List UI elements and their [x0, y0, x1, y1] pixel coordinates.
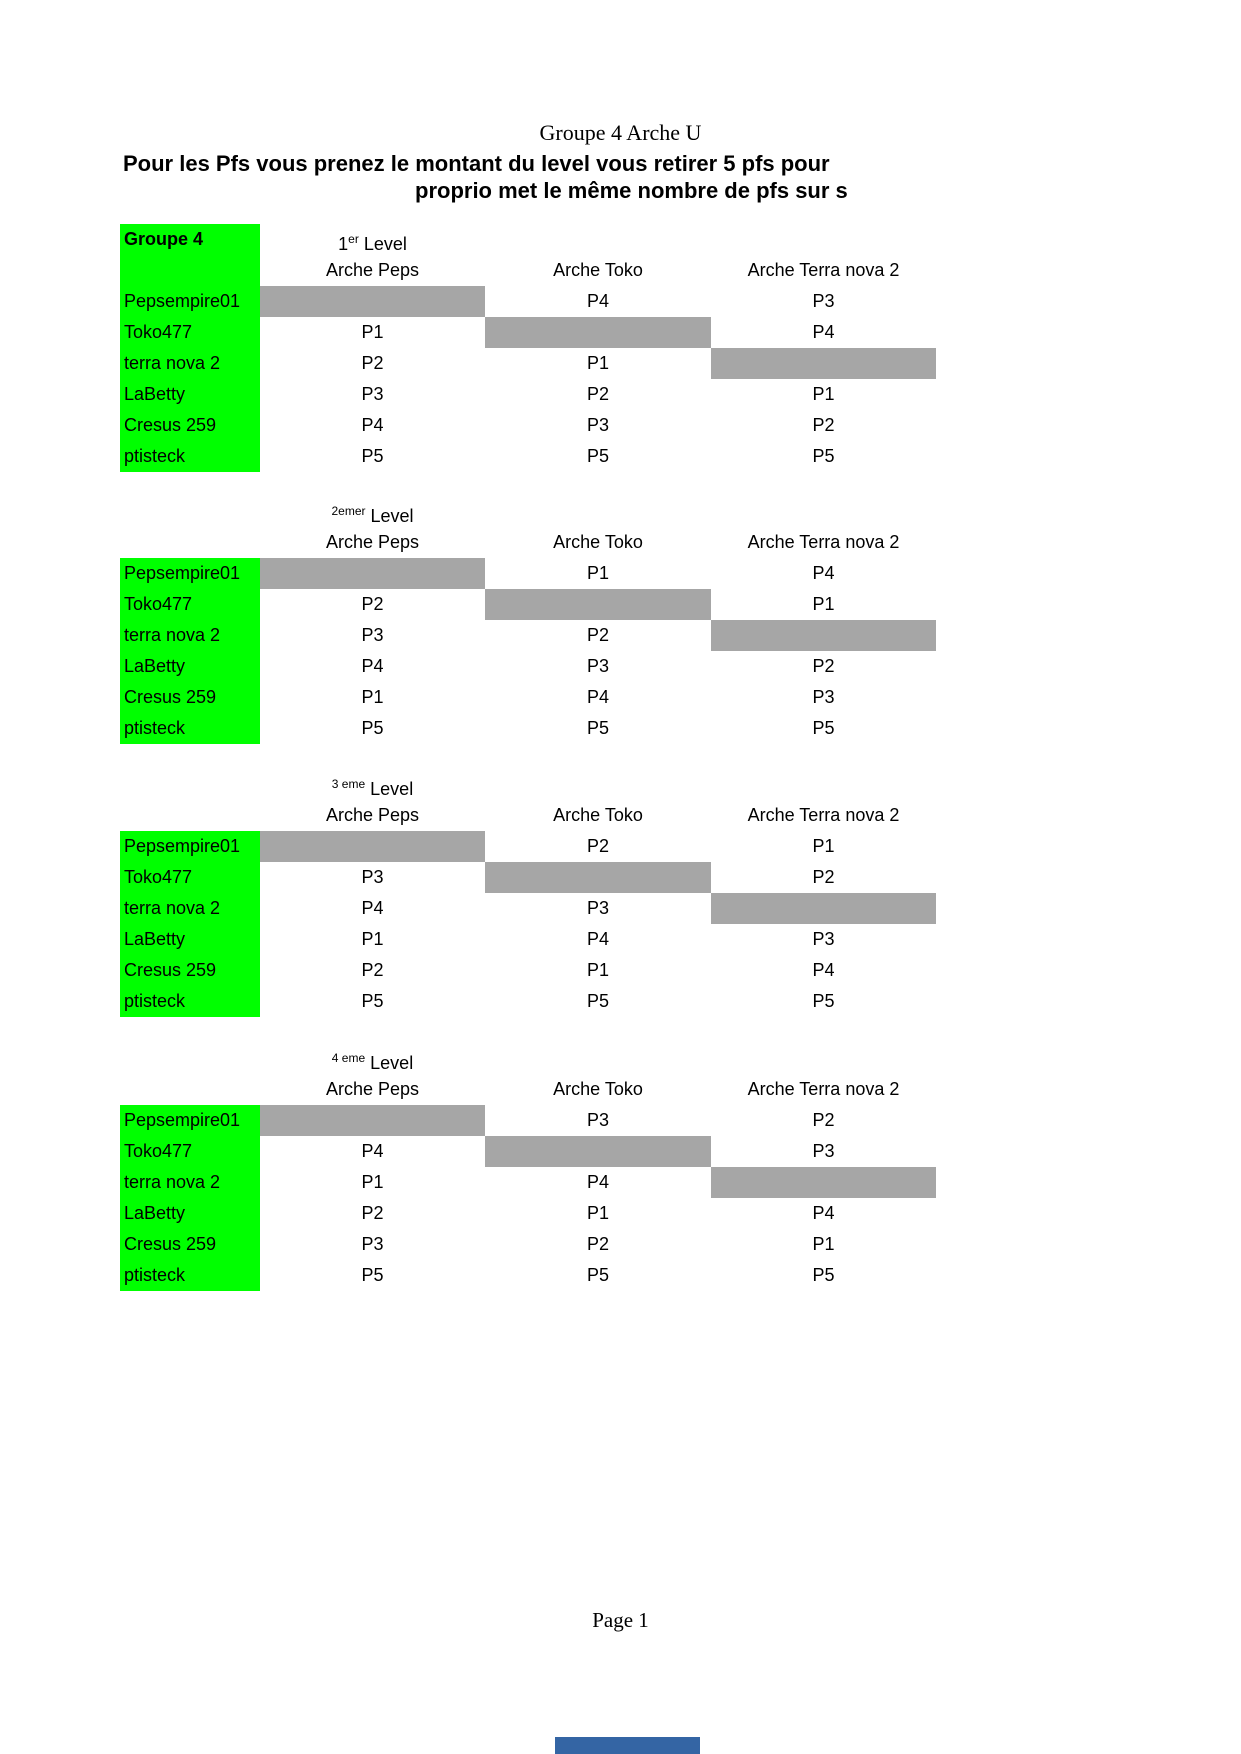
player-name-cell: LaBetty: [120, 1198, 260, 1229]
player-name-cell: Toko477: [120, 1136, 260, 1167]
table-row: [120, 317, 936, 348]
table-row: [120, 1136, 936, 1167]
table-row: [120, 286, 936, 317]
player-name-cell: Cresus 259: [120, 955, 260, 986]
level-table-4: [120, 1043, 936, 1291]
points-cell: P2: [361, 1203, 384, 1223]
points-cell: P1: [361, 322, 384, 342]
blocked-cell: [711, 620, 936, 651]
table-row: [120, 955, 936, 986]
table-row: [120, 1043, 936, 1074]
points-cell: P4: [586, 687, 610, 707]
points-cell: P5: [812, 1265, 835, 1285]
player-name-cell: Pepsempire01: [120, 558, 260, 589]
points-cell: P5: [586, 1265, 610, 1285]
column-header: Arche Toko: [553, 532, 643, 552]
points-cell: P1: [586, 960, 610, 980]
blocked-cell: [260, 558, 485, 589]
player-name-cell: Cresus 259: [120, 682, 260, 713]
points-cell: P5: [586, 718, 610, 738]
points-cell: P2: [812, 1110, 835, 1130]
column-header: Arche Peps: [325, 805, 420, 825]
table-row: [120, 589, 936, 620]
blocked-cell: [260, 1105, 485, 1136]
table-row: [120, 255, 936, 286]
points-cell: P1: [361, 687, 384, 707]
blocked-cell: [711, 893, 936, 924]
points-cell: P2: [586, 384, 610, 404]
points-cell: P3: [812, 291, 835, 311]
level-label: $^{2emer}$ Level: [331, 504, 414, 526]
points-cell: P2: [812, 415, 835, 435]
column-header: Arche Terra nova 2: [747, 260, 900, 280]
points-cell: P1: [586, 563, 610, 583]
table-row: [120, 620, 936, 651]
table-row: [120, 800, 936, 831]
table-row: [120, 348, 936, 379]
column-header: Arche Terra nova 2: [747, 805, 900, 825]
player-name-cell: Toko477: [120, 317, 260, 348]
player-name-cell: Pepsempire01: [120, 286, 260, 317]
player-name-cell: ptisteck: [120, 713, 260, 744]
table-row: [120, 527, 936, 558]
level-table-1: [120, 224, 936, 472]
table-row: [120, 769, 936, 800]
points-cell: P1: [586, 353, 610, 373]
points-cell: P2: [361, 594, 384, 614]
player-name-cell: Cresus 259: [120, 1229, 260, 1260]
table-row: [120, 1260, 936, 1291]
player-name-cell: ptisteck: [120, 986, 260, 1017]
points-cell: P3: [812, 687, 835, 707]
player-name-cell: Toko477: [120, 862, 260, 893]
table-row: [120, 986, 936, 1017]
table-row: [120, 862, 936, 893]
blocked-cell: [485, 1136, 711, 1167]
player-name-cell: ptisteck: [120, 441, 260, 472]
points-cell: P2: [586, 836, 610, 856]
points-cell: P1: [812, 384, 835, 404]
empty-name-cell: [120, 800, 260, 831]
table-row: [120, 1198, 936, 1229]
column-header: Arche Toko: [553, 805, 643, 825]
table-row: [120, 441, 936, 472]
table-row: [120, 224, 936, 255]
player-name-cell: Pepsempire01: [120, 1105, 260, 1136]
player-name-cell: terra nova 2: [120, 1167, 260, 1198]
level-ordinal-suffix: 2emer: [331, 504, 366, 518]
level-ordinal-suffix: er: [348, 232, 359, 246]
points-cell: P4: [361, 1141, 384, 1161]
empty-cell: [485, 1043, 711, 1074]
points-cell: P4: [586, 291, 610, 311]
column-header: Arche Toko: [553, 1079, 643, 1099]
points-cell: P3: [812, 1141, 835, 1161]
level-number: 1: [338, 234, 349, 254]
table-row: [120, 410, 936, 441]
player-name-cell: LaBetty: [120, 379, 260, 410]
points-cell: P3: [361, 384, 384, 404]
points-cell: P3: [361, 867, 384, 887]
points-cell: P2: [586, 625, 610, 645]
points-cell: P3: [586, 656, 610, 676]
points-cell: P3: [586, 898, 610, 918]
blocked-cell: [260, 831, 485, 862]
points-cell: P5: [361, 446, 384, 466]
level-table-3: [120, 769, 936, 1017]
table-row: [120, 924, 936, 955]
column-header: Arche Peps: [325, 1079, 420, 1099]
points-cell: P5: [812, 446, 835, 466]
points-cell: P1: [361, 929, 384, 949]
points-cell: P4: [812, 322, 835, 342]
points-cell: P3: [586, 415, 610, 435]
level-label: 1er Level: [338, 232, 407, 254]
empty-name-cell: [120, 1043, 260, 1074]
points-cell: P5: [812, 718, 835, 738]
table-row: [120, 1229, 936, 1260]
table-row: [120, 1167, 936, 1198]
empty-cell: [711, 496, 936, 527]
empty-cell: [711, 1043, 936, 1074]
column-header: Arche Terra nova 2: [747, 532, 900, 552]
table-row: [120, 713, 936, 744]
points-cell: P2: [812, 656, 835, 676]
points-cell: P3: [586, 1110, 610, 1130]
level-ordinal-suffix: 4 eme: [331, 1051, 366, 1065]
level-label: $^{4 eme}$ Level: [331, 1051, 414, 1073]
player-name-cell: ptisteck: [120, 1260, 260, 1291]
points-cell: P5: [361, 991, 384, 1011]
empty-name-cell: [120, 527, 260, 558]
table-row: [120, 558, 936, 589]
points-cell: P2: [361, 353, 384, 373]
player-name-cell: terra nova 2: [120, 620, 260, 651]
table-row: [120, 379, 936, 410]
points-cell: P4: [586, 1172, 610, 1192]
points-cell: P1: [812, 1234, 835, 1254]
bottom-blue-bar: [555, 1737, 700, 1754]
table-row: [120, 651, 936, 682]
column-header: Arche Toko: [553, 260, 643, 280]
table-row: [120, 496, 936, 527]
points-cell: P5: [361, 718, 384, 738]
blocked-cell: [485, 862, 711, 893]
points-cell: P1: [586, 1203, 610, 1223]
column-header: Arche Terra nova 2: [747, 1079, 900, 1099]
empty-cell: [485, 769, 711, 800]
points-cell: P1: [361, 1172, 384, 1192]
points-cell: P4: [361, 656, 384, 676]
points-cell: P4: [812, 960, 835, 980]
player-name-cell: terra nova 2: [120, 893, 260, 924]
level-table-2: [120, 496, 936, 744]
player-name-cell: LaBetty: [120, 924, 260, 955]
points-cell: P4: [361, 415, 384, 435]
points-cell: P2: [586, 1234, 610, 1254]
column-header: Arche Peps: [325, 260, 420, 280]
points-cell: P4: [361, 898, 384, 918]
level-label: $^{3 eme}$ Level: [331, 777, 414, 799]
table-row: [120, 893, 936, 924]
table-row: [120, 1074, 936, 1105]
empty-cell: [485, 496, 711, 527]
blocked-cell: [260, 286, 485, 317]
document-title: Groupe 4 Arche U: [539, 120, 702, 145]
empty-name-cell: [120, 496, 260, 527]
level-ordinal-suffix: 3 eme: [331, 777, 366, 791]
points-cell: P3: [812, 929, 835, 949]
points-cell: P1: [812, 836, 835, 856]
empty-name-cell: [120, 255, 260, 286]
points-cell: P4: [812, 563, 835, 583]
heading-line-2: proprio met le même nombre de pfs sur s: [415, 178, 848, 203]
points-cell: P4: [586, 929, 610, 949]
player-name-cell: LaBetty: [120, 651, 260, 682]
blocked-cell: [485, 589, 711, 620]
points-cell: P5: [586, 991, 610, 1011]
player-name-cell: Cresus 259: [120, 410, 260, 441]
empty-name-cell: [120, 1074, 260, 1105]
table-row: [120, 682, 936, 713]
points-cell: P3: [361, 625, 384, 645]
empty-cell: [485, 224, 711, 255]
points-cell: P5: [361, 1265, 384, 1285]
points-cell: P5: [586, 446, 610, 466]
empty-name-cell: [120, 769, 260, 800]
points-cell: P1: [812, 594, 835, 614]
player-name-cell: Toko477: [120, 589, 260, 620]
heading-note: [112, 150, 945, 208]
empty-cell: [711, 224, 936, 255]
blocked-cell: [485, 317, 711, 348]
player-name-cell: terra nova 2: [120, 348, 260, 379]
points-cell: P2: [812, 867, 835, 887]
blocked-cell: [711, 348, 936, 379]
blocked-cell: [711, 1167, 936, 1198]
points-cell: P4: [812, 1203, 835, 1223]
points-cell: P2: [361, 960, 384, 980]
column-header: Arche Peps: [325, 532, 420, 552]
page-footer: Page 1: [592, 1608, 649, 1632]
player-name-cell: Pepsempire01: [120, 831, 260, 862]
points-cell: P5: [812, 991, 835, 1011]
group-label-cell: Groupe 4: [120, 224, 260, 255]
points-cell: P3: [361, 1234, 384, 1254]
empty-cell: [711, 769, 936, 800]
heading-line-1: Pour les Pfs vous prenez le montant du level vous retirer 5 pfs pour: [123, 151, 830, 176]
table-row: [120, 1105, 936, 1136]
table-row: [120, 831, 936, 862]
